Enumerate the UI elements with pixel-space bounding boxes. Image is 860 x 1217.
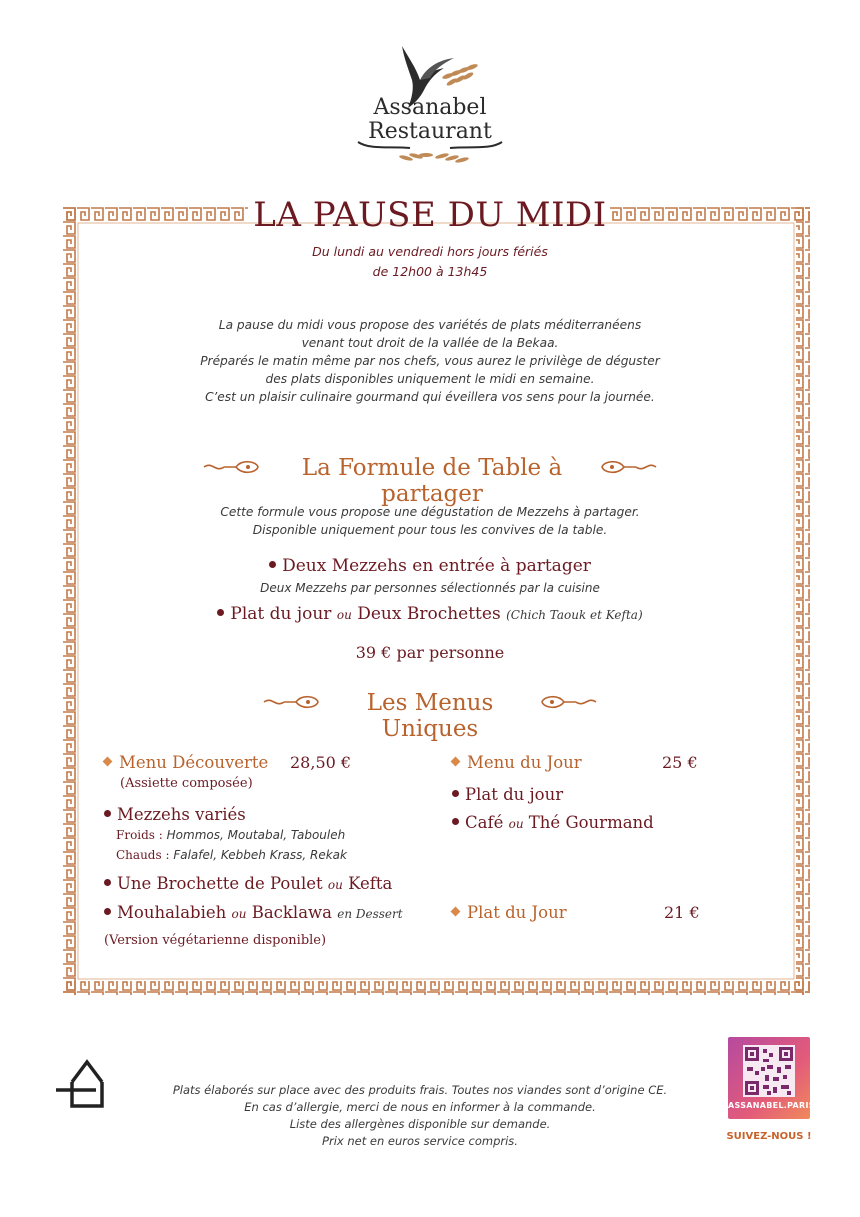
intro-text: La pause du midi vous propose des variétés de plats méditerranéens venant tout droit de la vallée de la Bekaa. Préparés le matin même par nos chefs, vous aurez le privilège de déguster des plats disponibles uniquement le midi en semaine. C’est un plaisir culinaire gourmand qui éveillera vos sens pour la journée.: [200, 318, 660, 404]
footer-notes: Plats élaborés sur place avec des produits frais. Toutes nos viandes sont d’origine CE. En cas d’allergie, merci de nous en informer à la commande. Liste des allergènes disponible sur demande. Prix net en euros service compris.: [172, 1083, 668, 1148]
plat-jour-name: Plat du Jour: [452, 903, 567, 922]
menu-decouverte-chauds: Chauds : Falafel, Kebbeh Krass, Rekak: [116, 848, 347, 862]
svg-text:Restaurant: Restaurant: [368, 119, 492, 144]
menu-decouverte-dessert: Mouhalabieh ou Backlawa en Dessert: [104, 903, 403, 922]
page-title: LA PAUSE DU MIDI: [253, 195, 607, 235]
menu-decouverte-froids: Froids : Hommos, Moutabal, Tabouleh: [116, 828, 346, 842]
formule-price: 39 € par personne: [355, 643, 505, 662]
bullet-icon: [217, 609, 224, 616]
menu-decouverte-sub: (Assiette composée): [120, 776, 253, 791]
menu-decouverte-price: 28,50 €: [290, 753, 352, 772]
menu-jour-name: Menu du Jour: [452, 753, 582, 772]
menu-jour-price: 25 €: [662, 753, 698, 772]
formule-title: La Formule de Table à partager: [301, 455, 563, 507]
menu-jour-cafe: Café ou Thé Gourmand: [452, 813, 654, 832]
ornament-right-icon: [538, 690, 598, 714]
restaurant-logo: [330, 38, 530, 168]
diamond-icon: [103, 757, 113, 767]
bullet-icon: [269, 561, 276, 568]
formule-item-mezzehs-note: Deux Mezzehs par personnes sélectionnés par la cuisine: [260, 581, 600, 595]
diamond-icon: [451, 907, 461, 917]
ornament-left-icon: [262, 690, 322, 714]
qr-code-card[interactable]: [728, 1037, 815, 1119]
follow-us-label: SUIVEZ-NOUS !: [726, 1131, 812, 1142]
qr-code-icon: [737, 1045, 801, 1097]
plat-jour-price: 21 €: [664, 903, 700, 922]
homemade-icon: [56, 1058, 118, 1110]
formule-item-plat: Plat du jour ou Deux Brochettes (Chich Taouk et Kefta): [0, 604, 860, 624]
menu-decouverte-name: Menu Découverte: [104, 753, 268, 772]
bullet-icon: [104, 810, 111, 817]
menus-title: Les Menus Uniques: [366, 690, 494, 742]
diamond-icon: [451, 757, 461, 767]
ornament-left-icon: [202, 455, 262, 479]
menu-jour-plat: Plat du jour: [452, 785, 563, 804]
bullet-icon: [452, 818, 459, 825]
menu-decouverte-brochette: Une Brochette de Poulet ou Kefta: [104, 874, 392, 893]
menu-decouverte-vegetarian: (Version végétarienne disponible): [104, 933, 327, 948]
ornament-right-icon: [598, 455, 658, 479]
qr-code-label: ASSANABEL.PARIS: [728, 1101, 815, 1110]
formule-item-mezzehs: Deux Mezzehs en entrée à partager: [0, 556, 860, 576]
svg-text:Assanabel: Assanabel: [373, 95, 487, 120]
bullet-icon: [104, 908, 111, 915]
schedule-hours: de 12h00 à 13h45: [372, 264, 488, 279]
formule-description: Cette formule vous propose une dégustation de Mezzehs à partager. Disponible uniquement pour tous les convives de la table.: [220, 505, 640, 537]
schedule-days: Du lundi au vendredi hors jours fériés: [312, 244, 548, 259]
menu-decouverte-mezzehs: Mezzehs variés: [104, 805, 246, 824]
bullet-icon: [104, 879, 111, 886]
bullet-icon: [452, 790, 459, 797]
